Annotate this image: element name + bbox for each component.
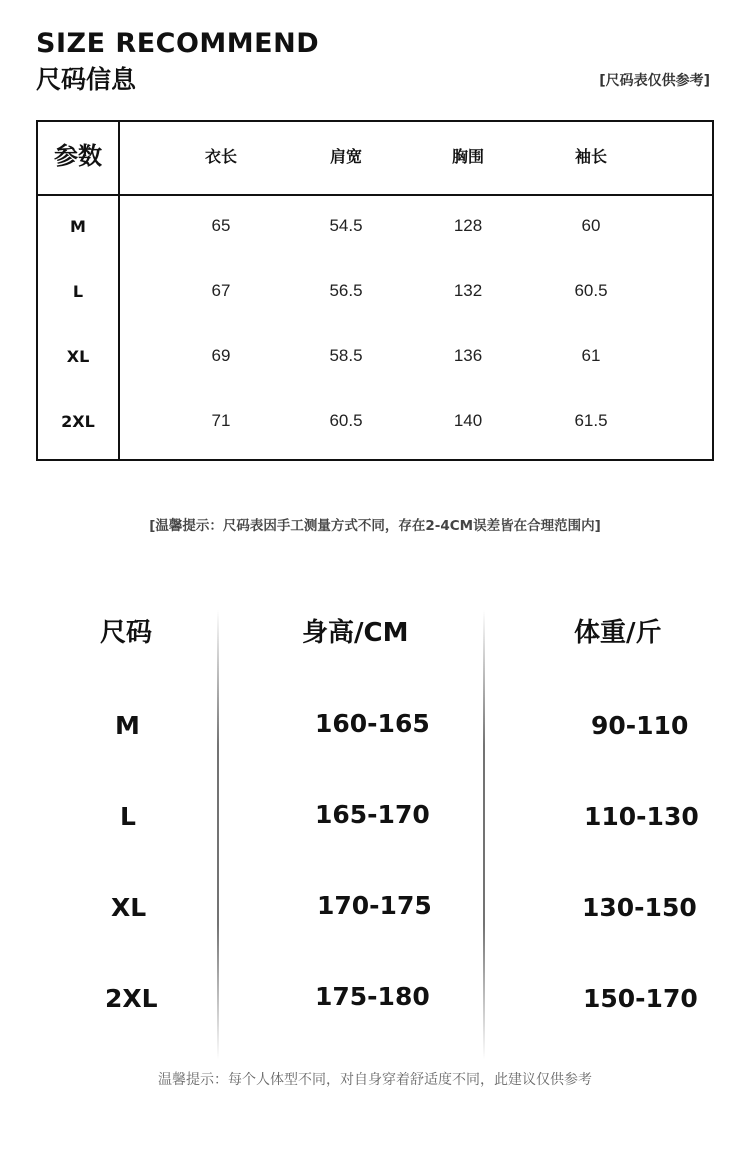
column-header-shoulder: 肩宽 (329, 147, 362, 166)
recommend-weight: 130-150 (582, 893, 697, 922)
recommend-height: 160-165 (315, 709, 430, 738)
table-cell: 132 (453, 281, 483, 300)
recommend-size: L (120, 802, 136, 831)
row-size-2xl: 2XL (61, 412, 95, 431)
measurement-tip: [温馨提示：尺码表因手工测量方式不同，存在2-4CM误差皆在合理范围内] (149, 518, 601, 534)
reference-note: [尺码表仅供参考] (599, 73, 710, 89)
recommend-size: XL (111, 893, 147, 922)
corner-label: 参数 (54, 142, 102, 170)
table-vertical-divider (118, 122, 120, 459)
header-height: 身高/CM (302, 618, 409, 648)
table-cell: 61 (581, 346, 601, 365)
header-weight: 体重/斤 (574, 618, 662, 648)
table-cell: 60 (581, 216, 601, 235)
column-header-length: 衣长 (204, 147, 237, 166)
table-cell: 65 (211, 216, 231, 235)
table-cell: 136 (453, 346, 483, 365)
table-cell: 128 (453, 216, 483, 235)
row-size-m: M (70, 217, 86, 236)
table-cell: 140 (453, 411, 483, 430)
column-header-sleeve: 袖长 (574, 147, 607, 166)
table-cell: 58.5 (329, 346, 363, 365)
recommend-size: M (115, 711, 140, 740)
measurement-table (36, 120, 714, 461)
body-fit-tip: 温馨提示：每个人体型不同，对自身穿着舒适度不同，此建议仅供参考 (158, 1072, 592, 1088)
title-en: SIZE RECOMMEND (36, 28, 320, 59)
table-cell: 60.5 (329, 411, 363, 430)
column-divider (217, 610, 219, 1060)
table-cell: 69 (211, 346, 231, 365)
recommend-weight: 150-170 (583, 984, 698, 1013)
column-divider (483, 610, 485, 1060)
title-cn: 尺码信息 (36, 65, 137, 94)
header-size: 尺码 (100, 618, 153, 648)
table-header-divider (38, 194, 712, 196)
table-cell: 60.5 (574, 281, 608, 300)
recommend-size: 2XL (105, 984, 158, 1013)
recommend-height: 165-170 (315, 800, 430, 829)
recommend-height: 170-175 (317, 891, 432, 920)
recommend-height: 175-180 (315, 982, 430, 1011)
table-cell: 54.5 (329, 216, 363, 235)
row-size-xl: XL (66, 347, 90, 366)
table-cell: 71 (211, 411, 231, 430)
table-cell: 67 (211, 281, 231, 300)
row-size-l: L (72, 282, 84, 301)
recommend-weight: 110-130 (584, 802, 699, 831)
table-cell: 56.5 (329, 281, 363, 300)
column-header-chest: 胸围 (451, 147, 484, 166)
recommend-weight: 90-110 (591, 711, 689, 740)
table-cell: 61.5 (574, 411, 608, 430)
